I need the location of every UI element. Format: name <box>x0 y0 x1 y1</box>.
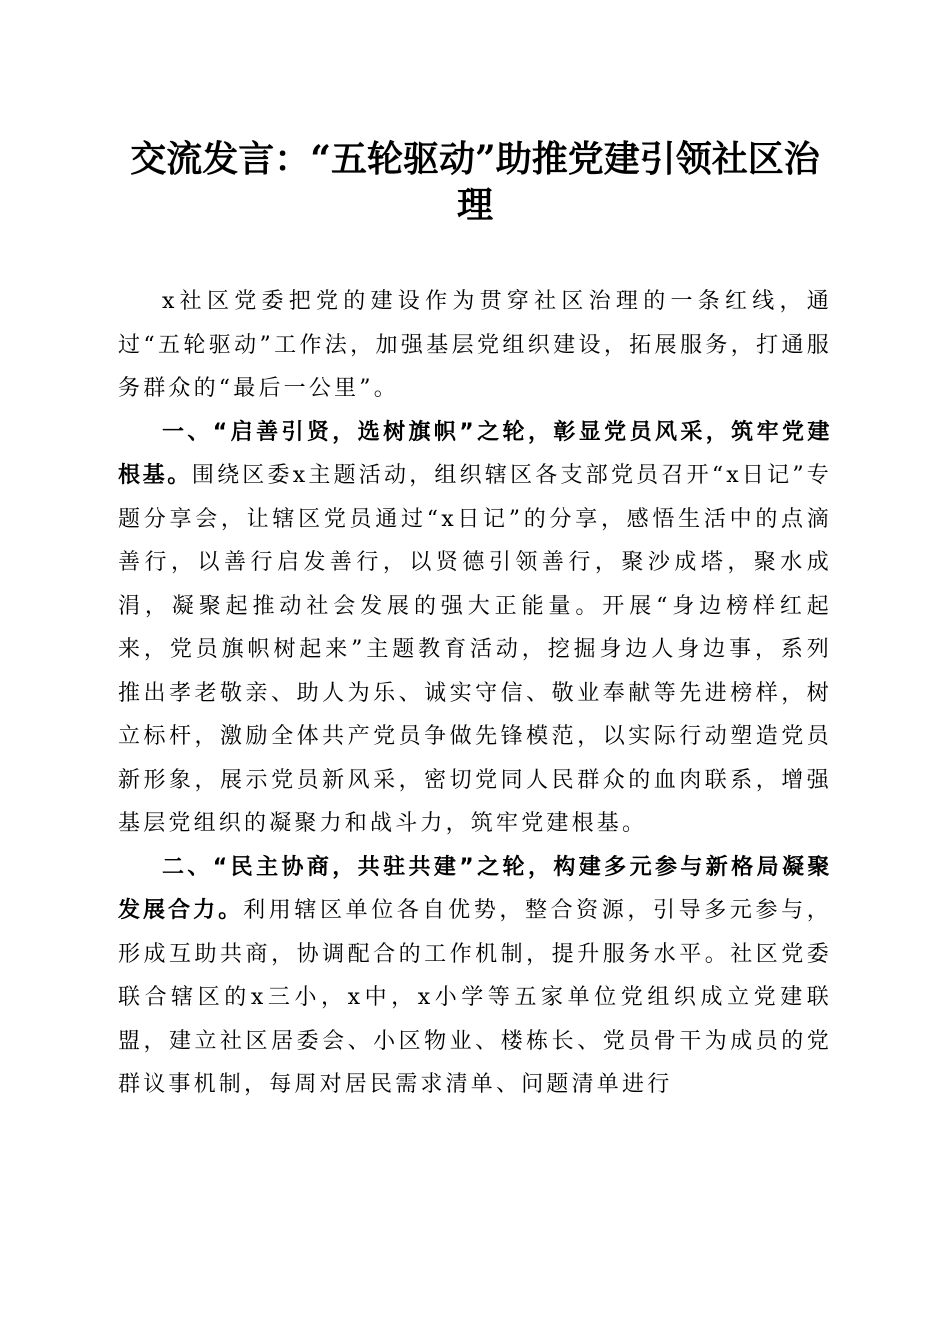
section-1-body: 围绕区委x主题活动，组织辖区各支部党员召开“x日记”专题分享会，让辖区党员通过“x日记”的分享，感悟生活中的点滴善行，以善行启发善行，以贤德引领善行，聚沙成塔，聚水成涓，凝聚起推动社会发展的强大正能量。开展“身边榜样红起来，党员旗帜树起来”主题教育活动，挖掘身边人身边事，系列推出孝老敬亲、助人为乐、诚实守信、敬业奉献等先进榜样，树立标杆，激励全体共产党员争做先锋模范，以实际行动塑造党员新形象，展示党员新风采，密切党同人民群众的血肉联系，增强基层党组织的凝聚力和战斗力，筑牢党建根基。 <box>118 463 832 836</box>
section-1-heading: 一、“启善引贤，选树旗帜”之轮，彰显党员风采，筑牢党建根基。 <box>118 419 832 488</box>
section-1-paragraph <box>118 411 832 846</box>
intro-paragraph: x社区党委把党的建设作为贯穿社区治理的一条红线，通过“五轮驱动”工作法，加强基层党组织建设，拓展服务，打通服务群众的“最后一公里”。 <box>118 289 832 401</box>
document-body <box>118 280 832 1107</box>
section-2-heading: 二、“民主协商，共驻共建”之轮，构建多元参与新格局凝聚发展合力。 <box>118 854 832 923</box>
section-2-body: 利用辖区单位各自优势，整合资源，引导多元参与，形成互助共商，协调配合的工作机制，提升服务水平。社区党委联合辖区的x三小，x中，x小学等五家单位党组织成立党建联盟，建立社区居委会、小区物业、楼栋长、党员骨干为成员的党群议事机制，每周对居民需求清单、问题清单进行 <box>118 898 832 1097</box>
section-2-paragraph <box>118 846 832 1107</box>
document-title: 交流发言：“五轮驱动”助推党建引领社区治理 <box>130 138 820 226</box>
